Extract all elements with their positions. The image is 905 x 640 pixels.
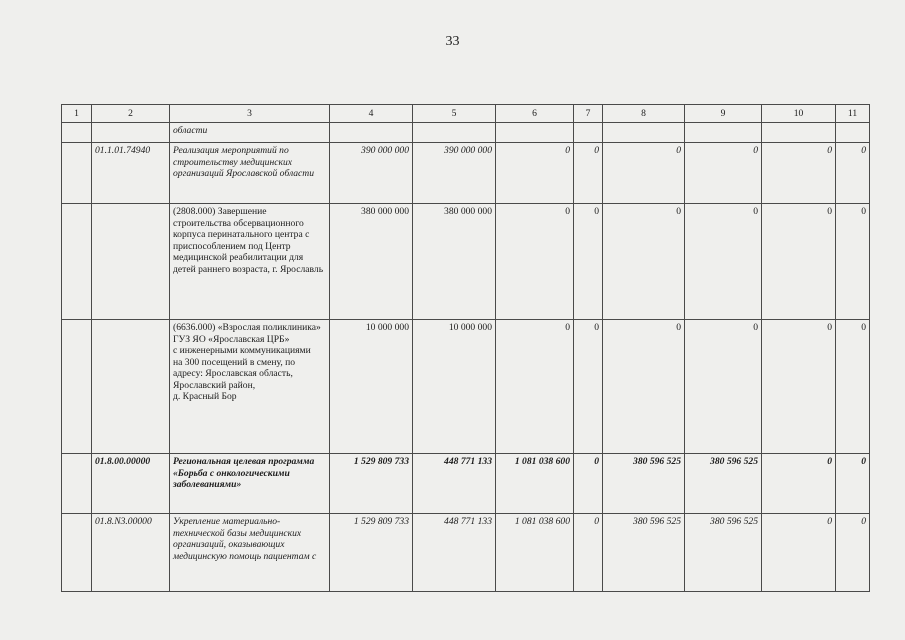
value-cell [413, 123, 496, 143]
value-cell: 0 [762, 204, 836, 320]
page-number: 33 [445, 34, 460, 49]
row-number-cell [62, 143, 92, 204]
table-row [62, 514, 870, 592]
value-cell: 0 [836, 204, 870, 320]
value-cell: 0 [496, 204, 574, 320]
column-header: 8 [603, 105, 685, 123]
value-cell: 0 [496, 143, 574, 204]
value-cell [685, 123, 762, 143]
description-cell: (2808.000) Завершение строительства обсервационного корпуса перинатального центра с приспособлением под Центр медицинской реабилитации для детей раннего возраста, г. Ярославль [170, 204, 330, 320]
value-cell: 0 [762, 143, 836, 204]
column-header: 3 [170, 105, 330, 123]
value-cell: 1 081 038 600 [496, 514, 574, 592]
row-number-cell [62, 204, 92, 320]
column-header: 4 [330, 105, 413, 123]
value-cell [496, 123, 574, 143]
value-cell: 10 000 000 [330, 320, 413, 454]
code-cell [92, 320, 170, 454]
value-cell: 448 771 133 [413, 454, 496, 514]
description-cell: Реализация мероприятий по строительству медицинских организаций Ярославской области [170, 143, 330, 204]
value-cell: 0 [603, 204, 685, 320]
description-cell: Укрепление материально-технической базы медицинских организаций, оказывающих медицинскую помощь пациентам с [170, 514, 330, 592]
value-cell: 10 000 000 [413, 320, 496, 454]
value-cell: 0 [685, 143, 762, 204]
code-cell [92, 123, 170, 143]
column-header: 10 [762, 105, 836, 123]
row-number-cell [62, 514, 92, 592]
value-cell: 1 529 809 733 [330, 454, 413, 514]
value-cell: 0 [836, 320, 870, 454]
value-cell: 0 [836, 514, 870, 592]
code-cell: 01.1.01.74940 [92, 143, 170, 204]
value-cell: 0 [574, 454, 603, 514]
code-cell: 01.8.N3.00000 [92, 514, 170, 592]
code-cell [92, 204, 170, 320]
value-cell: 380 596 525 [603, 454, 685, 514]
row-number-cell [62, 454, 92, 514]
value-cell: 380 000 000 [413, 204, 496, 320]
value-cell [603, 123, 685, 143]
value-cell [574, 123, 603, 143]
value-cell: 0 [836, 454, 870, 514]
description-cell: области [170, 123, 330, 143]
column-header: 7 [574, 105, 603, 123]
value-cell: 1 081 038 600 [496, 454, 574, 514]
value-cell [836, 123, 870, 143]
value-cell: 0 [836, 143, 870, 204]
column-header: 6 [496, 105, 574, 123]
value-cell: 0 [762, 514, 836, 592]
budget-table [61, 104, 870, 592]
value-cell: 448 771 133 [413, 514, 496, 592]
value-cell: 390 000 000 [330, 143, 413, 204]
value-cell: 0 [574, 204, 603, 320]
table-row [62, 204, 870, 320]
value-cell: 0 [603, 320, 685, 454]
value-cell [330, 123, 413, 143]
value-cell: 0 [574, 143, 603, 204]
value-cell: 0 [762, 454, 836, 514]
column-header: 1 [62, 105, 92, 123]
value-cell: 0 [762, 320, 836, 454]
value-cell: 390 000 000 [413, 143, 496, 204]
value-cell: 0 [574, 514, 603, 592]
header-row [62, 105, 870, 123]
value-cell: 380 000 000 [330, 204, 413, 320]
description-cell: (6636.000) «Взрослая поликлиника» ГУЗ ЯО «Ярославская ЦРБ» с инженерными коммуникациями на 300 посещений в смену, по адресу: Ярославская область, Ярославский район, д. Красный Бор [170, 320, 330, 454]
value-cell: 380 596 525 [603, 514, 685, 592]
value-cell: 0 [496, 320, 574, 454]
table-row [62, 143, 870, 204]
value-cell: 0 [685, 320, 762, 454]
description-cell: Региональная целевая программа «Борьба с онкологическими заболеваниями» [170, 454, 330, 514]
column-header: 2 [92, 105, 170, 123]
row-number-cell [62, 320, 92, 454]
value-cell [762, 123, 836, 143]
code-cell: 01.8.00.00000 [92, 454, 170, 514]
value-cell: 0 [603, 143, 685, 204]
value-cell: 1 529 809 733 [330, 514, 413, 592]
value-cell: 0 [685, 204, 762, 320]
table-row [62, 454, 870, 514]
value-cell: 380 596 525 [685, 514, 762, 592]
value-cell: 0 [574, 320, 603, 454]
row-number-cell [62, 123, 92, 143]
column-header: 5 [413, 105, 496, 123]
table-row [62, 123, 870, 143]
column-header: 9 [685, 105, 762, 123]
value-cell: 380 596 525 [685, 454, 762, 514]
table-row [62, 320, 870, 454]
column-header: 11 [836, 105, 870, 123]
